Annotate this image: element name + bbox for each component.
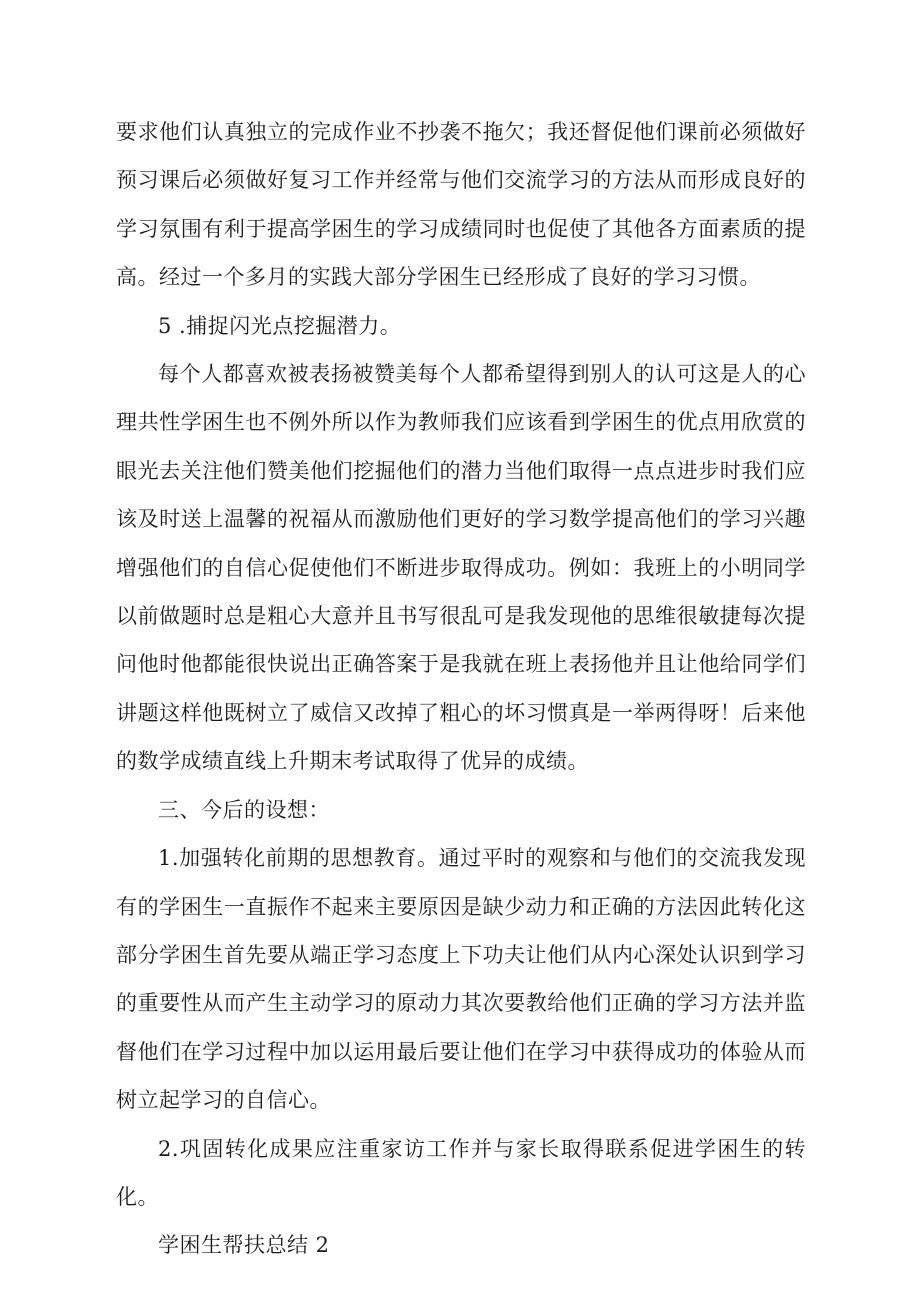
paragraph-plan-2: 2.巩固转化成果应注重家访工作并与家长取得联系促进学困生的转化。 xyxy=(116,1136,806,1209)
paragraph-plan-1: 1.加强转化前期的思想教育。通过平时的观察和与他们的交流我发现有的学困生一直振作不起来主要原因是缺少动力和正确的方法因此转化这部分学困生首先要从端正学习态度上下功夫让他们从内心深处认识到学习的重要性从而产生主动学习的原动力其次要教给他们正确的学习方法并监督他们在学习过程中加以运用最后要让他们在学习中获得成功的体验从而树立起学习的自信心。 xyxy=(116,846,806,1113)
document-page xyxy=(116,108,806,1270)
document-title-summary-2: 学困生帮扶总结 2 xyxy=(158,1233,330,1258)
paragraph-body-praise: 每个人都喜欢被表扬被赞美每个人都希望得到别人的认可这是人的心理共性学困生也不例外所以作为教师我们应该看到学困生的优点用欣赏的眼光去关注他们赞美他们挖掘他们的潜力当他们取得一点点进步时我们应该及时送上温馨的祝福从而激励他们更好的学习数学提高他们的学习兴趣增强他们的自信心促使他们不断进步取得成功。例如：我班上的小明同学以前做题时总是粗心大意并且书写很乱可是我发现他的思维很敏捷每次提问他时他都能很快说出正确答案于是我就在班上表扬他并且让他给同学们讲题这样他既树立了威信又改掉了粗心的坏习惯真是一举两得呀！后来他的数学成绩直线上升期末考试取得了优异的成绩。 xyxy=(116,362,806,774)
paragraph-continuation: 要求他们认真独立的完成作业不抄袭不拖欠；我还督促他们课前必须做好预习课后必须做好复习工作并经常与他们交流学习的方法从而形成良好的学习氛围有利于提高学困生的学习成绩同时也促使了其他各方面素质的提高。经过一个多月的实践大部分学困生已经形成了良好的学习习惯。 xyxy=(116,120,806,290)
section-heading-future-plans: 三、今后的设想： xyxy=(158,797,330,822)
paragraph-heading-5: 5 .捕捉闪光点挖掘潜力。 xyxy=(158,313,402,338)
